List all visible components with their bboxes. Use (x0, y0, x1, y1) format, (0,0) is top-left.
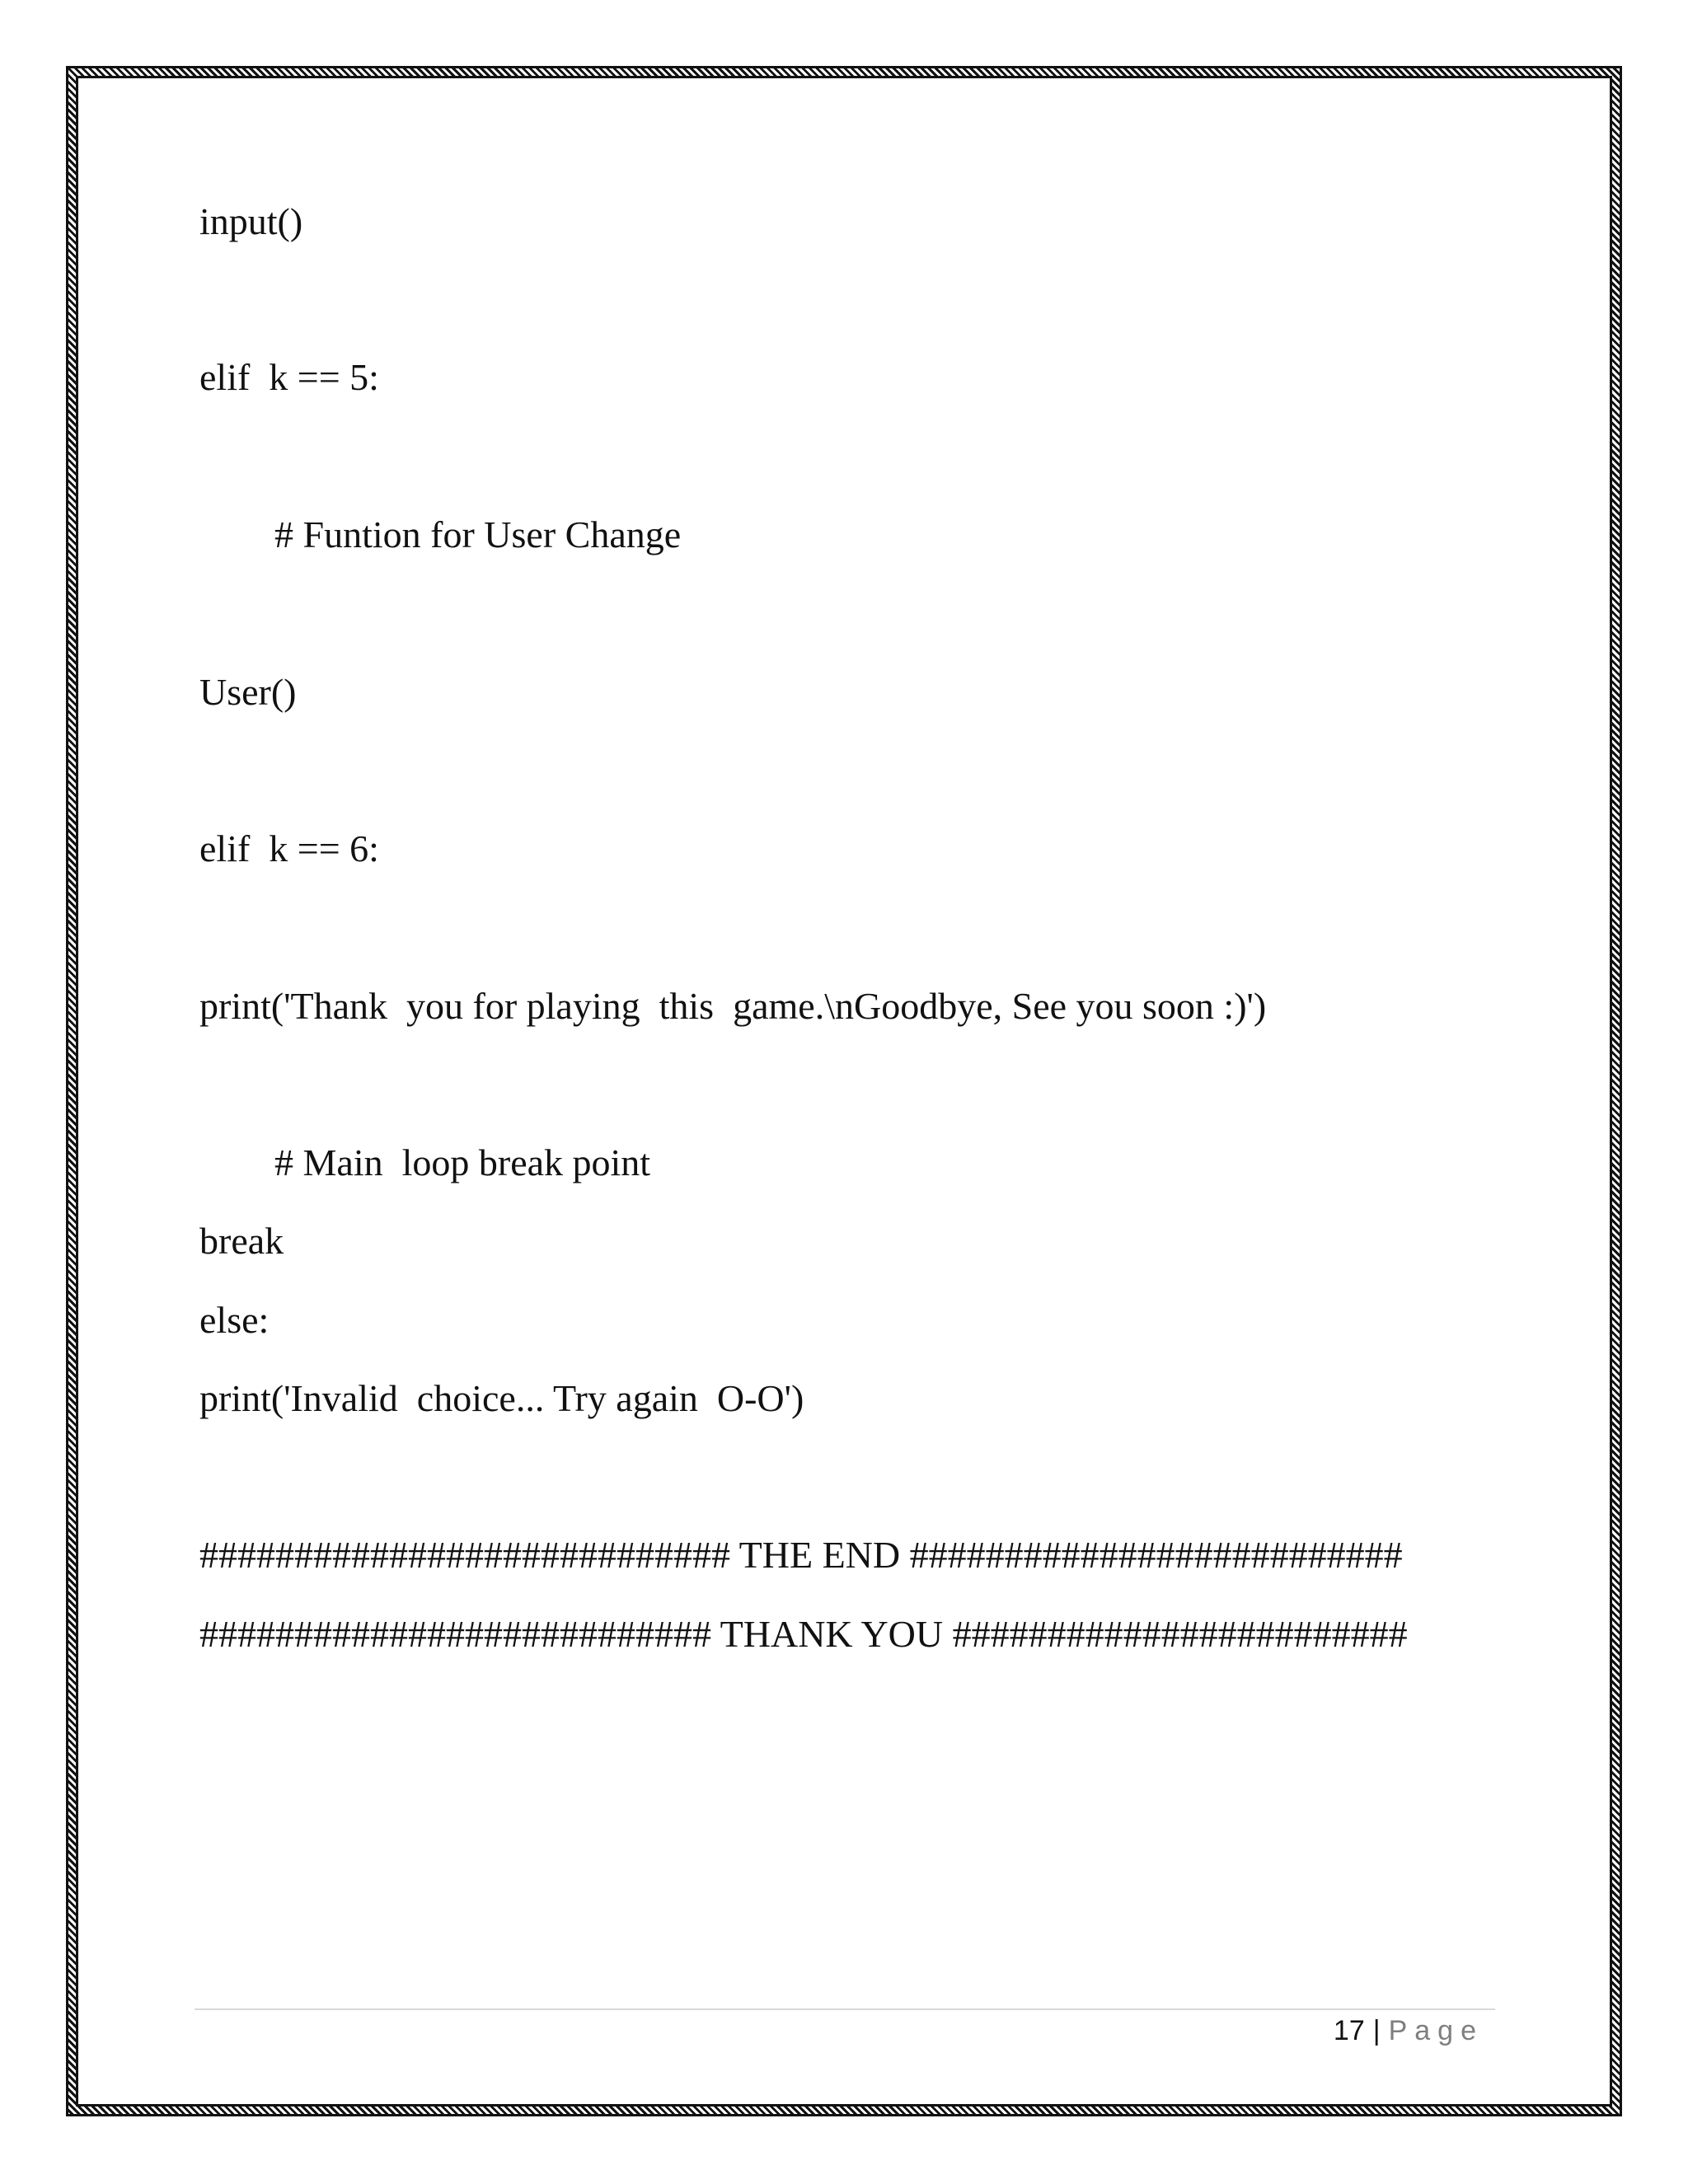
code-line-elif-5: elif k == 5: (199, 356, 379, 398)
code-line-print-invalid: print('Invalid choice... Try again O-O') (199, 1377, 804, 1419)
code-line-print-thanks: print('Thank you for playing this game.\nGoodbye, See you soon :)') (199, 985, 1267, 1027)
footer-rule (195, 2008, 1495, 2010)
code-line-else: else: (199, 1299, 270, 1341)
code-line-input: input() (199, 200, 303, 242)
code-line-break: break (199, 1220, 284, 1262)
code-comment-user-change: # Funtion for User Change (274, 513, 682, 555)
code-comment-break-point: # Main loop break point (274, 1141, 651, 1183)
page-number: 17 (1333, 2015, 1365, 2046)
page-footer (1334, 2011, 1484, 2050)
code-line-elif-6: elif k == 6: (199, 827, 379, 869)
thank-you-banner: ########################### THANK YOU ######################## (199, 1613, 1408, 1655)
footer-separator: | (1372, 2015, 1381, 2046)
page-word: Page (1388, 2015, 1484, 2046)
the-end-banner: ############################ THE END ########################## (199, 1534, 1403, 1576)
code-line-user-call: User() (199, 671, 297, 713)
